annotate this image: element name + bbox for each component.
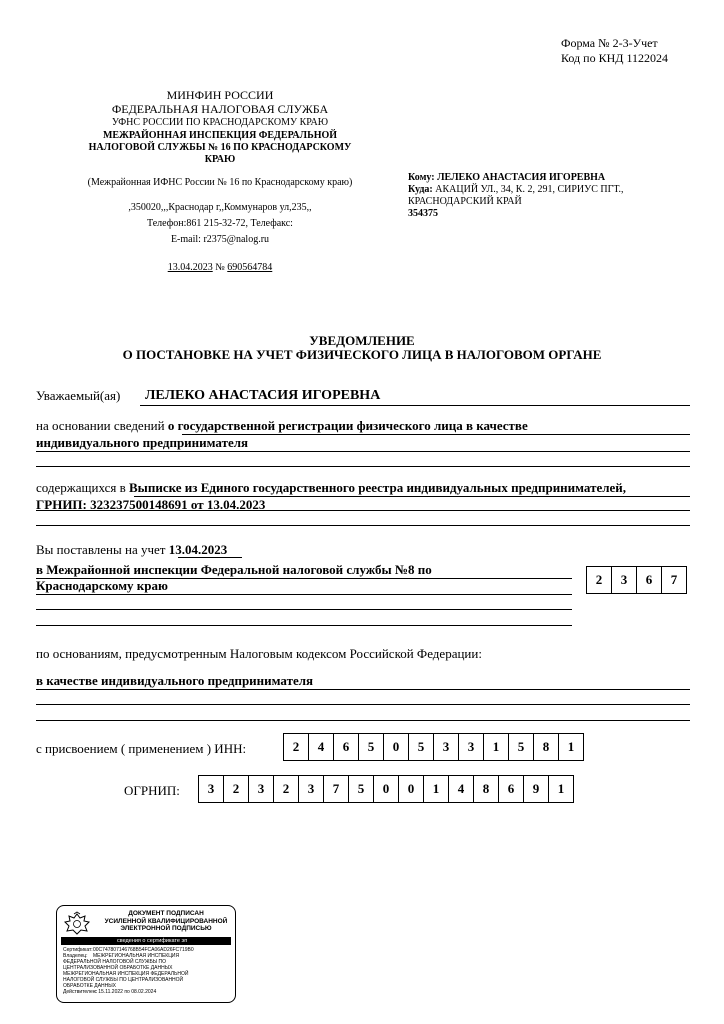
doc-date: 13.04.2023 [167,262,213,273]
ogrnip-digit: 3 [298,775,324,803]
doc-number: 690564784 [227,262,273,273]
signature-stamp [56,905,236,1003]
document-title [0,334,724,362]
ogrnip-digit: 6 [498,775,524,803]
valid-value: с 15.11.2022 по 08.02.2024 [94,989,157,995]
authority-phone: Телефон:861 215-32-72, Телефакс: [147,218,293,229]
grounds-underline-2 [36,704,690,705]
authority-email: E-mail: r2375@nalog.ru [170,234,270,245]
title-line-1: УВЕДОМЛЕНИЕ [309,333,415,348]
code-digit: 2 [586,566,612,594]
ogrnip-digit: 1 [423,775,449,803]
grounds-value: в качестве индивидуального предпринимателя [36,673,314,688]
registered-date: 13.04.2023 [168,542,228,557]
inspection-underline-3 [36,609,572,610]
inn-digit: 0 [383,733,409,761]
inspection-name-3: КРАЮ [204,154,236,165]
owner-line-2: ФЕДЕРАЛЬНОЙ НАЛОГОВОЙ СЛУЖБЫ ПО [63,959,167,965]
inn-digit: 2 [283,733,309,761]
ogrnip-digit: 3 [198,775,224,803]
contained-value-1: Выписке из Единого государственного реестра индивидуальных предпринимателей, [129,480,627,495]
ogrnip-digits [198,775,573,803]
owner-label: Владелец: [63,953,88,959]
title-line-2: О ПОСТАНОВКЕ НА УЧЕТ ФИЗИЧЕСКОГО ЛИЦА В НАЛОГОВОМ ОРГАНЕ [122,347,602,362]
inspection-underline-4 [36,625,572,626]
ogrnip-digit: 2 [273,775,299,803]
inn-digit: 4 [308,733,334,761]
ogrnip-digit: 2 [223,775,249,803]
inspection-name-2: НАЛОГОВОЙ СЛУЖБЫ № 16 ПО КРАСНОДАРСКОМУ [88,142,352,153]
recipient-zip: 354375 [408,208,438,219]
inspection-value-2: Краснодарскому краю [36,578,168,593]
inspection-value-1: в Межрайонной инспекции Федеральной налоговой службы №8 по [36,562,432,577]
valid-label: Действителен: [63,989,97,995]
service-name: ФЕДЕРАЛЬНАЯ НАЛОГОВАЯ СЛУЖБА [111,102,329,116]
cert-value: 00C747807146768B54FCA06AD26FC719B0 [93,947,194,953]
number-sign: № [215,262,225,273]
ogrnip-digit: 8 [473,775,499,803]
inspection-underline-2 [36,594,572,595]
inn-digit: 6 [333,733,359,761]
basis-label: на основании сведений [36,418,165,433]
regional-office: УФНС РОССИИ ПО КРАСНОДАРСКОМУ КРАЮ [111,117,329,128]
authority-address: ,350020,,,Краснодар г,,Коммунаров ул,235,, [128,202,312,213]
inn-digit: 5 [358,733,384,761]
code-digit: 7 [661,566,687,594]
ogrnip-digit: 3 [248,775,274,803]
ogrnip-digit: 5 [348,775,374,803]
recipient-address-2: КРАСНОДАРСКИЙ КРАЙ [408,196,522,207]
inn-digit: 1 [558,733,584,761]
recipient-name: ЛЕЛЕКО АНАСТАСИЯ ИГОРЕВНА [437,172,606,183]
salutation-label: Уважаемый(ая) [36,388,121,403]
tax-office-code [586,566,686,594]
form-code [561,36,668,66]
knd-code: Код по КНД 1122024 [561,51,668,65]
to-label: Кому: [408,172,435,183]
ogrnip-digit: 1 [548,775,574,803]
eagle-emblem-icon [63,911,91,937]
grounds-label: по основаниям, предусмотренным Налоговым кодексом Российской Федерации: [36,646,482,661]
owner-line-5: НАЛОГОВОЙ СЛУЖБЫ ПО ЦЕНТРАЛИЗОВАННОЙ [63,977,184,983]
authority-block [50,88,390,276]
recipient-address-1: АКАЦИЙ УЛ., 34, К. 2, 291, СИРИУС ПГТ., [435,184,624,195]
basis-underline-1 [182,434,690,435]
recipient-block [408,172,668,220]
registered-date-underline [178,557,242,558]
name-underline [140,405,690,406]
owner-line-3: ЦЕНТРАЛИЗОВАННОЙ ОБРАБОТКЕ ДАННЫХ [63,965,173,971]
contained-value-2: ГРНИП: 323237500148691 от 13.04.2023 [36,497,266,512]
basis-underline-2 [36,451,690,452]
ogrnip-digit: 9 [523,775,549,803]
ogrnip-label: ОГРНИП: [124,783,180,798]
where-label: Куда: [408,184,433,195]
ogrnip-digit: 0 [373,775,399,803]
ogrnip-digit: 4 [448,775,474,803]
cert-label: Сертификат: [63,947,93,953]
owner-line-4: МЕЖРЕГИОНАЛЬНАЯ ИНСПЕКЦИЯ ФЕДЕРАЛЬНОЙ [63,971,189,977]
stamp-info [63,947,233,995]
contained-line-1 [36,480,626,496]
basis-line-1 [36,418,528,434]
inn-digit: 3 [458,733,484,761]
owner-line-6: ОБРАБОТКЕ ДАННЫХ [63,983,117,989]
inn-digit: 5 [408,733,434,761]
code-digit: 3 [611,566,637,594]
form-number: Форма № 2-3-Учет [561,36,658,50]
inn-digit: 1 [483,733,509,761]
inspection-short-name: (Межрайонная ИФНС России № 16 по Краснодарскому краю) [87,177,353,188]
doc-date-number [50,260,390,276]
ministry-name: МИНФИН РОССИИ [166,88,274,102]
inn-digit: 5 [508,733,534,761]
registered-label: Вы поставлены на учет [36,542,166,557]
stamp-cert-bar: сведения о сертификате эп [61,937,231,945]
inn-digit: 8 [533,733,559,761]
stamp-header [99,910,233,933]
contained-underline-3 [36,525,690,526]
basis-underline-3 [36,466,690,467]
taxpayer-name: ЛЕЛЕКО АНАСТАСИЯ ИГОРЕВНА [145,388,381,403]
grounds-underline-3 [36,720,690,721]
contained-underline-2 [36,510,690,511]
ogrnip-digit: 7 [323,775,349,803]
stamp-header-2: УСИЛЕННОЙ КВАЛИФИЦИРОВАННОЙ [104,917,228,925]
inn-label: с присвоением ( применением ) ИНН: [36,741,247,756]
code-digit: 6 [636,566,662,594]
stamp-header-3: ЭЛЕКТРОННОЙ ПОДПИСЬЮ [120,925,212,932]
inspection-name-1: МЕЖРАЙОННАЯ ИНСПЕКЦИЯ ФЕДЕРАЛЬНОЙ [102,130,338,141]
contained-label: содержащихся в [36,480,126,495]
basis-value-2: индивидуального предпринимателя [36,435,249,450]
stamp-header-1: ДОКУМЕНТ ПОДПИСАН [128,910,204,917]
basis-value-1: о государственной регистрации физического лица в качестве [167,418,528,433]
owner-line-1: МЕЖРЕГИОНАЛЬНАЯ ИНСПЕКЦИЯ [93,953,180,959]
inn-digits [283,733,583,761]
inn-digit: 3 [433,733,459,761]
registered-line [36,542,227,558]
ogrnip-digit: 0 [398,775,424,803]
grounds-underline-1 [36,689,690,690]
